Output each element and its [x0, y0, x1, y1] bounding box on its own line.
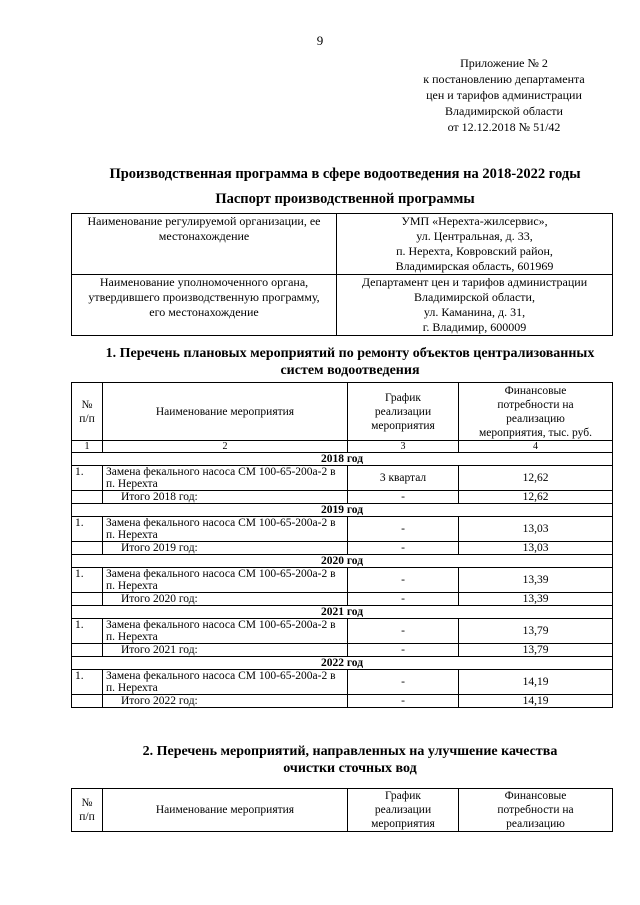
- passport-authority-label: Наименование уполномоченного органа, утвердившего производственную программу, его местонахождение: [72, 275, 337, 336]
- total-schedule: -: [348, 593, 459, 606]
- year-label: 2021 год: [72, 606, 613, 619]
- row-finance: 13,79: [459, 619, 613, 644]
- total-finance: 14,19: [459, 695, 613, 708]
- section1-table: [71, 382, 613, 708]
- table-row: [72, 517, 613, 542]
- total-finance: 12,62: [459, 491, 613, 504]
- passport-title: Паспорт производственной программы: [215, 191, 475, 207]
- row-num: 1.: [72, 619, 103, 644]
- total-finance: 13,03: [459, 542, 613, 555]
- appendix-line: цен и тарифов администрации: [426, 88, 582, 102]
- appendix-line: Владимирской области: [445, 104, 563, 118]
- appendix-line: от 12.12.2018 № 51/42: [447, 120, 561, 134]
- total-schedule: -: [348, 542, 459, 555]
- row-schedule: -: [348, 619, 459, 644]
- row-schedule: -: [348, 517, 459, 542]
- table-row: [72, 568, 613, 593]
- col-name-header: Наименование мероприятия: [103, 789, 348, 832]
- table-row: [72, 670, 613, 695]
- total-row: [72, 644, 613, 657]
- year-label: 2020 год: [72, 555, 613, 568]
- row-measure-name: Замена фекального насоса СМ 100-65-200а-2 в п. Нерехта: [103, 568, 348, 593]
- row-measure-name: Замена фекального насоса СМ 100-65-200а-2 в п. Нерехта: [103, 670, 348, 695]
- total-label: Итого 2019 год:: [103, 542, 348, 555]
- row-finance: 13,39: [459, 568, 613, 593]
- col-finance-header: Финансовые потребности на реализацию: [459, 789, 613, 832]
- total-label: Итого 2018 год:: [103, 491, 348, 504]
- year-label: 2018 год: [72, 453, 613, 466]
- appendix-header: [390, 55, 618, 135]
- row-num: 1.: [72, 466, 103, 491]
- col-finance-header: Финансовые потребности на реализацию мероприятия, тыс. руб.: [459, 383, 613, 441]
- index-row: 1 2 3 4: [72, 441, 613, 453]
- col-num-header: № п/п: [72, 383, 103, 441]
- passport-org-value: УМП «Нерехта-жилсервис», ул. Центральная, д. 33, п. Нерехта, Ковровский район, Владимирская область, 601969: [337, 214, 613, 275]
- col-name-header: Наименование мероприятия: [103, 383, 348, 441]
- total-label: Итого 2020 год:: [103, 593, 348, 606]
- total-row: [72, 542, 613, 555]
- row-measure-name: Замена фекального насоса СМ 100-65-200а-2 в п. Нерехта: [103, 619, 348, 644]
- total-schedule: -: [348, 491, 459, 504]
- row-num: 1.: [72, 568, 103, 593]
- col-schedule-header: График реализации мероприятия: [348, 383, 459, 441]
- col-num-header: № п/п: [72, 789, 103, 832]
- total-finance: 13,39: [459, 593, 613, 606]
- row-schedule: 3 квартал: [348, 466, 459, 491]
- row-measure-name: Замена фекального насоса СМ 100-65-200а-2 в п. Нерехта: [103, 466, 348, 491]
- section2-table: [71, 788, 613, 832]
- total-finance: 13,79: [459, 644, 613, 657]
- year-header-row: [72, 453, 613, 466]
- total-row: [72, 491, 613, 504]
- total-label: Итого 2022 год:: [103, 695, 348, 708]
- row-finance: 13,03: [459, 517, 613, 542]
- table-row: [72, 619, 613, 644]
- year-label: 2022 год: [72, 657, 613, 670]
- row-finance: 12,62: [459, 466, 613, 491]
- row-schedule: -: [348, 568, 459, 593]
- document-title: Производственная программа в сфере водоотведения на 2018-2022 годы: [109, 166, 581, 182]
- section1-title: 1. Перечень плановых мероприятий по ремонту объектов централизованных систем водоотведения: [105, 346, 595, 378]
- year-header-row: [72, 657, 613, 670]
- year-header-row: [72, 606, 613, 619]
- appendix-line: к постановлению департамента: [423, 72, 585, 86]
- year-header-row: [72, 504, 613, 517]
- total-schedule: -: [348, 644, 459, 657]
- passport-table: [71, 213, 613, 336]
- total-schedule: -: [348, 695, 459, 708]
- page-number: 9: [316, 33, 324, 48]
- section2-title: 2. Перечень мероприятий, направленных на улучшение качества очистки сточных вод: [142, 744, 558, 776]
- total-row: [72, 593, 613, 606]
- passport-authority-value: Департамент цен и тарифов администрации Владимирской области, ул. Каманина, д. 31, г. Владимир, 600009: [337, 275, 613, 336]
- total-label: Итого 2021 год:: [103, 644, 348, 657]
- row-schedule: -: [348, 670, 459, 695]
- row-finance: 14,19: [459, 670, 613, 695]
- row-num: 1.: [72, 670, 103, 695]
- total-row: [72, 695, 613, 708]
- row-num: 1.: [72, 517, 103, 542]
- col-schedule-header: График реализации мероприятия: [348, 789, 459, 832]
- row-measure-name: Замена фекального насоса СМ 100-65-200а-2 в п. Нерехта: [103, 517, 348, 542]
- appendix-line: Приложение № 2: [460, 56, 548, 70]
- table-row: [72, 466, 613, 491]
- year-header-row: [72, 555, 613, 568]
- passport-org-label: Наименование регулируемой организации, ее местонахождение: [72, 214, 337, 275]
- year-label: 2019 год: [72, 504, 613, 517]
